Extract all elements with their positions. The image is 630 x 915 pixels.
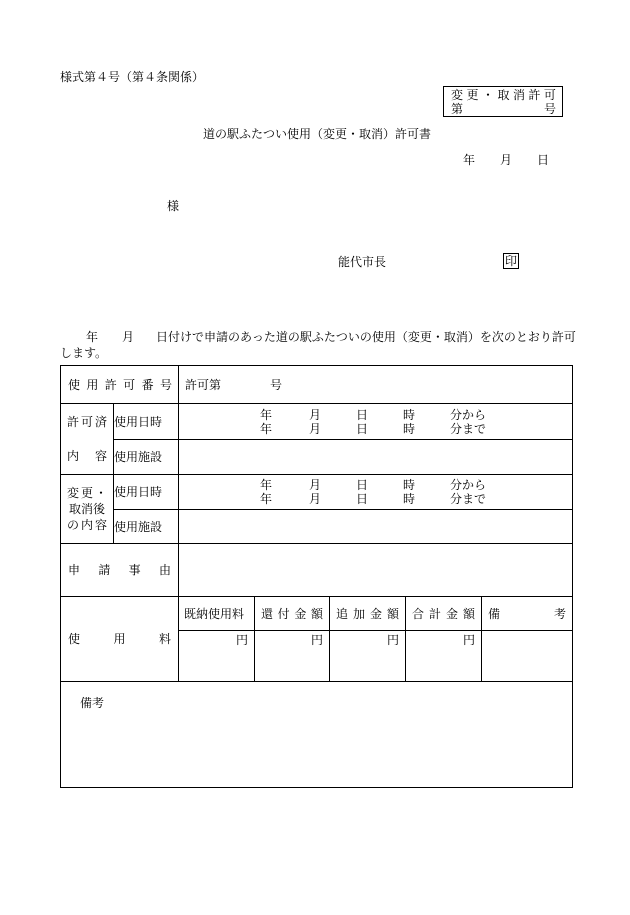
date-month: 月 bbox=[500, 153, 513, 167]
body-month: 月 bbox=[122, 330, 135, 344]
approved-facility-label: 使用施設 bbox=[114, 440, 179, 475]
fee-header-total: 合 計 金 額 bbox=[406, 597, 482, 631]
permit-box bbox=[443, 86, 563, 117]
body-text-line2: します。 bbox=[60, 346, 108, 360]
changed-datetime-label: 使用日時 bbox=[114, 475, 179, 510]
row-fee-headers bbox=[61, 597, 573, 631]
addressee-suffix: 様 bbox=[167, 199, 180, 213]
changed-datetime-value[interactable]: 年 月 日 時 分から 年 月 日 時 分まで bbox=[179, 475, 573, 510]
permit-box-line1: 変 更 ・ 取 消 許 可 bbox=[451, 88, 556, 102]
row-changed-facility bbox=[61, 510, 573, 544]
approved-datetime-label: 使用日時 bbox=[114, 404, 179, 440]
body-text-line1: 日付けで申請のあった道の駅ふたついの使用（変更・取消）を次のとおり許可 bbox=[156, 330, 576, 344]
permit-number-value[interactable]: 許可第 号 bbox=[179, 366, 573, 404]
form-id: 様式第４号（第４条関係） bbox=[60, 70, 205, 84]
row-permit-number bbox=[61, 366, 573, 404]
fee-paid-value[interactable]: 円 bbox=[179, 631, 255, 682]
approved-facility-value[interactable] bbox=[179, 440, 573, 475]
row-reason bbox=[61, 544, 573, 597]
reason-label: 申 請 事 由 bbox=[61, 544, 179, 597]
approved-group-label: 許 可 済 内 容 bbox=[61, 404, 114, 475]
changed-group-label: 変 更 ・ 取消後 の 内 容 bbox=[61, 475, 114, 544]
permit-number-label: 使 用 許 可 番 号 bbox=[61, 366, 179, 404]
fee-additional-value[interactable]: 円 bbox=[330, 631, 406, 682]
fee-header-refund: 還 付 金 額 bbox=[255, 597, 330, 631]
approved-datetime-value[interactable]: 年 月 日 時 分から 年 月 日 時 分まで bbox=[179, 404, 573, 440]
fee-refund-value[interactable]: 円 bbox=[255, 631, 330, 682]
permit-box-go: 号 bbox=[543, 102, 556, 116]
row-changed-datetime bbox=[61, 475, 573, 510]
fee-header-remarks: 備 考 bbox=[482, 597, 573, 631]
document-title: 道の駅ふたつい使用（変更・取消）許可書 bbox=[203, 127, 432, 141]
issuer: 能代市長 bbox=[338, 255, 387, 269]
fee-label: 使 用 料 bbox=[61, 597, 179, 682]
permit-box-dai: 第 bbox=[451, 102, 464, 116]
fee-header-additional: 追 加 金 額 bbox=[330, 597, 406, 631]
seal-mark: 印 bbox=[505, 254, 518, 268]
permit-table bbox=[60, 365, 573, 788]
row-remarks bbox=[61, 682, 573, 788]
body-year: 年 bbox=[86, 330, 99, 344]
changed-facility-label: 使用施設 bbox=[114, 510, 179, 544]
reason-value[interactable] bbox=[179, 544, 573, 597]
date-year: 年 bbox=[463, 153, 476, 167]
fee-total-value[interactable]: 円 bbox=[406, 631, 482, 682]
remarks-box[interactable] bbox=[61, 682, 573, 788]
remarks-label: 備考 bbox=[80, 696, 105, 710]
row-approved-facility bbox=[61, 440, 573, 475]
fee-remarks-value[interactable] bbox=[482, 631, 573, 682]
changed-facility-value[interactable] bbox=[179, 510, 573, 544]
date-day: 日 bbox=[537, 153, 550, 167]
row-approved-datetime bbox=[61, 404, 573, 440]
fee-header-paid: 既納使用料 bbox=[179, 597, 255, 631]
